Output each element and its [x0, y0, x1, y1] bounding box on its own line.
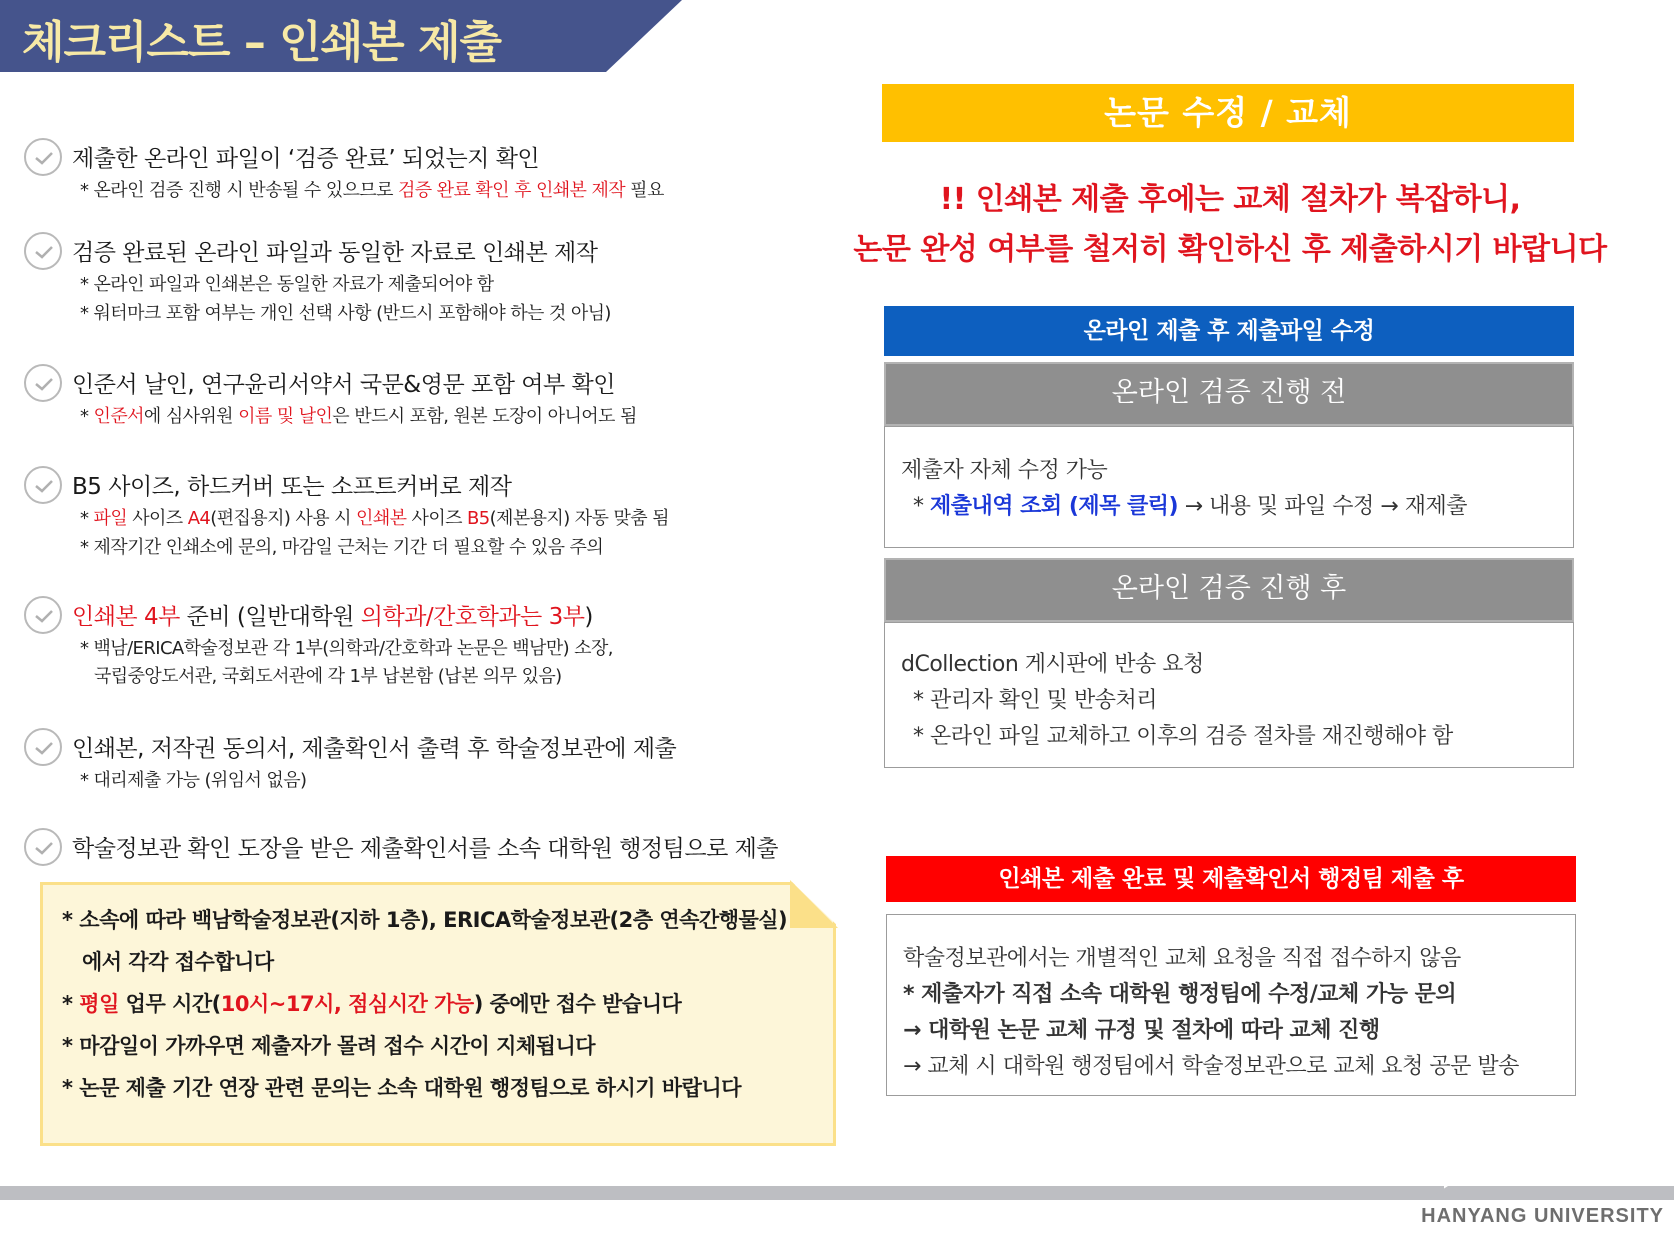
panel-line: → 대학원 논문 교체 규정 및 절차에 따라 교체 진행 [903, 1018, 1380, 1043]
checklist-title: 검증 완료된 온라인 파일과 동일한 자료로 인쇄본 제작 [72, 240, 598, 266]
panel-line: 학술정보관에서는 개별적인 교체 요청을 직접 접수하지 않음 [903, 946, 1461, 971]
checklist-title: 제출한 온라인 파일이 ‘검증 완료’ 되었는지 확인 [72, 146, 540, 172]
notice-line: * 마감일이 가까우면 제출자가 몰려 접수 시간이 지체됩니다 [62, 1034, 596, 1058]
before-verification-panel [884, 426, 1574, 548]
checklist-note: 국립중앙도서관, 국회도서관에 각 1부 납본함 (납본 의무 있음) [94, 666, 562, 687]
checklist-note: * 대리제출 가능 (위임서 없음) [80, 770, 307, 791]
checklist-title: 인쇄본, 저작권 동의서, 제출확인서 출력 후 학술정보관에 제출 [72, 736, 677, 762]
university-logo-text: HANYANG UNIVERSITY [1421, 1205, 1664, 1227]
after-verification-header: 온라인 검증 진행 후 [884, 558, 1574, 622]
checklist-title: 인쇄본 4부 준비 (일반대학원 의학과/간호학과는 3부) [72, 604, 593, 630]
footer-bar [0, 1186, 1444, 1200]
checklist-note: * 온라인 검증 진행 시 반송될 수 있으므로 검증 완료 확인 후 인쇄본 제작 필요 [80, 180, 664, 201]
check-circle-icon [24, 596, 62, 634]
panel-line: → 교체 시 대학원 행정팀에서 학술정보관으로 교체 요청 공문 발송 [903, 1054, 1519, 1079]
checklist-note: * 제작기간 인쇄소에 문의, 마감일 근처는 기간 더 필요할 수 있음 주의 [80, 537, 604, 558]
checklist-note: * 파일 사이즈 A4(편집용지) 사용 시 인쇄본 사이즈 B5(제본용지) 자동 맞춤 됨 [80, 508, 669, 529]
checklist-title: B5 사이즈, 하드커버 또는 소프트커버로 제작 [72, 474, 512, 500]
after-verification-panel [884, 622, 1574, 768]
panel-line: * 제출자가 직접 소속 대학원 행정팀에 수정/교체 가능 문의 [903, 982, 1457, 1007]
checklist-note: * 인준서에 심사위원 이름 및 날인은 반드시 포함, 원본 도장이 아니어도 됨 [80, 406, 637, 427]
notice-line: 에서 각각 접수합니다 [82, 950, 274, 974]
online-section-header: 온라인 제출 후 제출파일 수정 [884, 306, 1574, 356]
footer-bar-right [1426, 1186, 1674, 1200]
panel-line: * 온라인 파일 교체하고 이후의 검증 절차를 재진행해야 함 [913, 724, 1453, 749]
page-title: 체크리스트 – 인쇄본 제출 [22, 17, 501, 68]
print-section-panel [886, 914, 1576, 1096]
check-circle-icon [24, 466, 62, 504]
checklist-note: * 온라인 파일과 인쇄본은 동일한 자료가 제출되어야 함 [80, 274, 494, 295]
check-circle-icon [24, 728, 62, 766]
panel-line: dCollection 게시판에 반송 요청 [901, 652, 1204, 677]
print-section-header: 인쇄본 제출 완료 및 제출확인서 행정팀 제출 후 [886, 856, 1576, 902]
warning-line: 논문 완성 여부를 철저히 확인하신 후 제출하시기 바랍니다 [853, 232, 1607, 267]
submission-history-link[interactable]: 제출내역 조회 (제목 클릭) [930, 494, 1179, 519]
panel-line: * 제출내역 조회 (제목 클릭) → 내용 및 파일 수정 → 재제출 [913, 494, 1467, 519]
notice-line: * 소속에 따라 백남학술정보관(지하 1층), ERICA학술정보관(2층 연속간행물실) [62, 908, 788, 932]
checklist-title: 학술정보관 확인 도장을 받은 제출확인서를 소속 대학원 행정팀으로 제출 [72, 836, 779, 862]
panel-line: 제출자 자체 수정 가능 [901, 458, 1108, 483]
warning-line: !! 인쇄본 제출 후에는 교체 절차가 복잡하니, [939, 182, 1521, 217]
notice-line: * 논문 제출 기간 연장 관련 문의는 소속 대학원 행정팀으로 하시기 바랍니다 [62, 1076, 741, 1100]
check-circle-icon [24, 828, 62, 866]
check-circle-icon [24, 232, 62, 270]
panel-line: * 관리자 확인 및 반송처리 [913, 688, 1157, 713]
notice-line: * 평일 업무 시간(10시~17시, 점심시간 가능) 중에만 접수 받습니다 [62, 992, 682, 1016]
checklist-note: * 워터마크 포함 여부는 개인 선택 사항 (반드시 포함해야 하는 것 아님) [80, 303, 611, 324]
check-circle-icon [24, 364, 62, 402]
check-circle-icon [24, 138, 62, 176]
checklist-title: 인준서 날인, 연구윤리서약서 국문&영문 포함 여부 확인 [72, 372, 615, 398]
revision-title-banner: 논문 수정 / 교체 [882, 84, 1574, 142]
before-verification-header: 온라인 검증 진행 전 [884, 362, 1574, 426]
checklist-note: * 백남/ERICA학술정보관 각 1부(의학과/간호학과 논문은 백남만) 소장, [80, 638, 613, 659]
